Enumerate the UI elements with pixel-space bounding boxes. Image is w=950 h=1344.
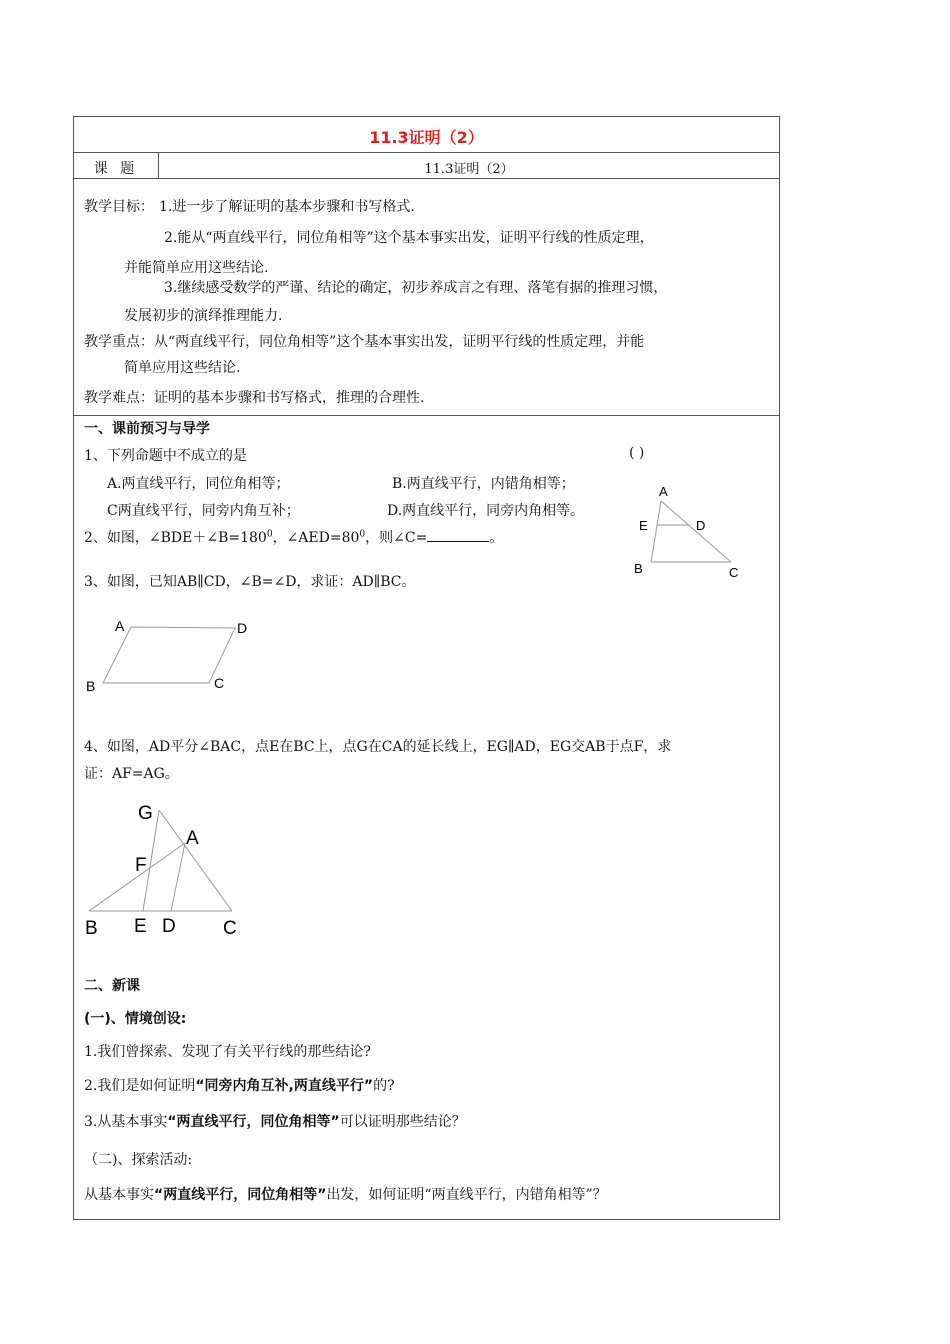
line-gc [159, 810, 232, 911]
side-ba [89, 843, 185, 911]
difficulty-line: 教学难点：证明的基本步骤和书写格式，推理的合理性. [84, 390, 425, 406]
option-d: D.两直线平行，同旁内角相等。 [387, 503, 585, 519]
explore-question: 从基本事实“两直线平行，同位角相等”出发，如何证明“两直线平行，内错角相等”？ [84, 1187, 607, 1203]
focus-line-b: 简单应用这些结论. [124, 360, 241, 376]
goal-3b: 发展初步的演绎推理能力. [124, 308, 283, 324]
segment-ad [171, 843, 185, 911]
label-g: G [138, 803, 153, 824]
goal-2a: 2.能从“两直线平行，同位角相等”这个基本事实出发，证明平行线的性质定理， [164, 230, 654, 246]
preview-heading: 一、课前预习与导学 [84, 421, 210, 437]
label-c: C [729, 565, 739, 579]
label-b: B [86, 678, 96, 694]
divider [74, 152, 779, 153]
triangle-figure [629, 479, 759, 579]
bisector-figure [79, 797, 259, 942]
label-c: C [223, 918, 237, 939]
label-b: B [634, 561, 643, 576]
keti-value: 11.3证明（2） [424, 162, 514, 177]
option-b: B.两直线平行，内错角相等； [392, 476, 575, 492]
divider [74, 415, 779, 416]
lesson-plan-table [73, 116, 780, 1220]
label-d: D [237, 620, 248, 636]
option-a: A.两直线平行，同位角相等； [107, 476, 290, 492]
keti-label: 课 题 [93, 161, 139, 177]
divider [74, 178, 779, 179]
answer-blank[interactable] [427, 529, 489, 542]
situation-q3: 3.从基本事实“两直线平行，同位角相等”可以证明那些结论？ [84, 1114, 466, 1130]
page-title: 11.3证明（2） [369, 128, 484, 147]
goal-3a: 3.继续感受数学的严谨、结论的确定，初步养成言之有理、落笔有据的推理习惯， [164, 280, 668, 296]
question-4a: 4、如图，AD平分∠BAC，点E在BC上，点G在CA的延长线上，EG∥AD，EG交AB于点F，求 [84, 739, 672, 755]
question-2: 2、如图，$\angle BDE+\angle B=180^0$，$\angle AED=80^0$，则∠C= 。 [84, 529, 504, 546]
label-a: A [186, 828, 199, 849]
label-e: E [134, 916, 147, 937]
option-c: C两直线平行，同旁内角互补； [107, 503, 300, 519]
question-4b: 证：AF=AG。 [84, 766, 179, 782]
focus-line-a: 教学重点：从“两直线平行，同位角相等”这个基本事实出发，证明平行线的性质定理，并能 [84, 334, 645, 350]
goals-label: 教学目标： [84, 199, 154, 215]
explore-heading: （二)、探索活动: [84, 1152, 193, 1168]
situation-q2: 2.我们是如何证明“同旁内角互补,两直线平行”的? [84, 1078, 395, 1094]
label-d: D [162, 916, 176, 937]
goal-2b: 并能简单应用这些结论. [124, 260, 269, 276]
label-a: A [115, 618, 125, 634]
label-f: F [135, 855, 147, 876]
label-b: B [85, 918, 98, 939]
label-e: E [639, 518, 648, 533]
parallelogram-figure [79, 611, 264, 701]
side-ab [651, 501, 661, 562]
goal-1: 1.进一步了解证明的基本步骤和书写格式. [159, 199, 415, 215]
answer-paren: ( ) [629, 445, 645, 461]
label-c: C [214, 675, 225, 691]
label-d: D [696, 518, 706, 533]
newclass-heading: 二、新课 [84, 978, 140, 994]
label-a: A [659, 484, 668, 499]
situation-q1: 1.我们曾探索、发现了有关平行线的那些结论? [84, 1044, 371, 1060]
question-3: 3、如图，已知AB∥CD，∠B=∠D，求证：AD∥BC。 [84, 574, 416, 590]
question-1: 1、下列命题中不成立的是 [84, 448, 247, 464]
situation-heading: (一)、情境创设: [84, 1011, 187, 1027]
